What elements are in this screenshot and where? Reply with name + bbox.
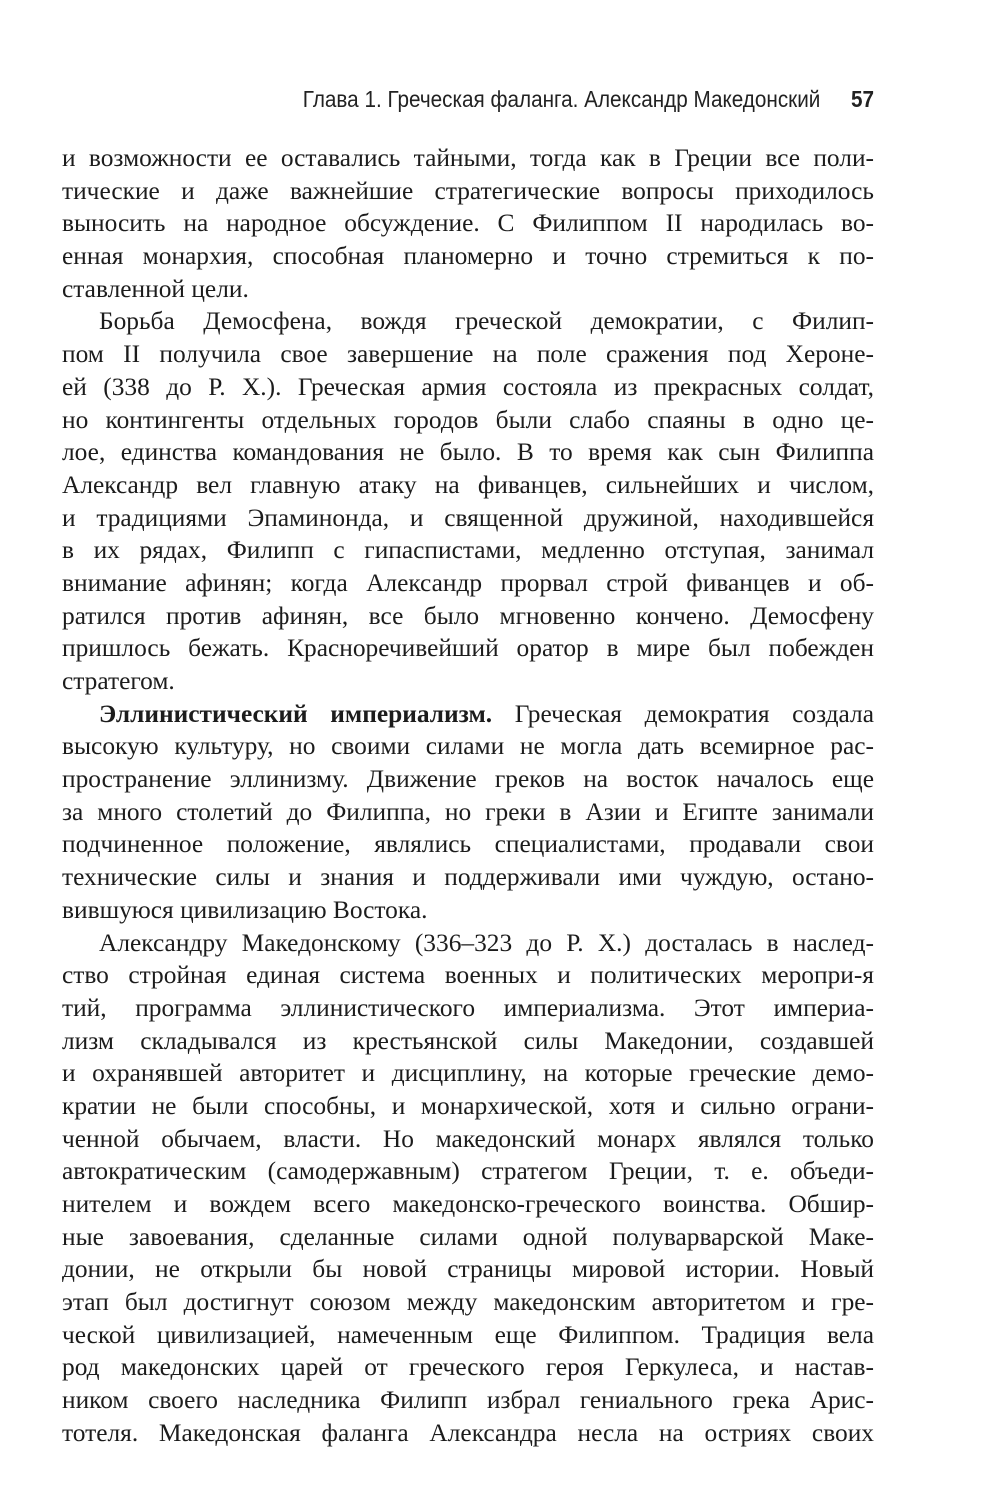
text-line: высокую культуру, но своими силами не могла дать всемирное рас-: [62, 732, 874, 761]
page-number: 57: [850, 85, 874, 112]
text-line: ные завоевания, сделанные силами одной полуварварской Маке-: [62, 1222, 874, 1251]
text-line: и охранявшей авторитет и дисциплину, на которые греческие демо-: [62, 1059, 874, 1088]
body-text: [62, 142, 874, 1450]
text-line: вившуюся цивилизацию Востока.: [62, 895, 428, 924]
text-line: пришлось бежать. Красноречивейший оратор в мире был побежден: [62, 634, 874, 663]
text-line: ство стройная единая система военных и политических меропри-я: [62, 961, 874, 990]
text-line: этап был достигнут союзом между македонским авторитетом и гре-: [62, 1288, 874, 1317]
text-line: донии, не открыли бы новой страницы мировой истории. Новый: [62, 1255, 874, 1284]
text-line: и традициями Эпаминонда, и священной дружиной, находившейся: [62, 503, 874, 532]
text-line: Александр вел главную атаку на фиванцев, сильнейших и числом,: [62, 470, 874, 499]
text-line: пом II получила свое завершение на поле сражения под Херонe-: [62, 340, 874, 369]
text-line: ченной обычаем, власти. Но македонский монарх являлся только: [62, 1124, 874, 1153]
text-line: [62, 698, 874, 731]
text-line: тотеля. Македонская фаланга Александра несла на остриях своих: [62, 1418, 874, 1447]
text-line: пространение эллинизму. Движение греков на восток началось еще: [62, 765, 874, 794]
text-run: Греческая демократия создала: [492, 699, 874, 728]
text-line: технические силы и знания и поддерживали ими чуждую, остано-: [62, 863, 874, 892]
text-line: тические и даже важнейшие стратегические вопросы приходилось: [62, 176, 874, 205]
text-line: нителем и вождем всего македонско-греческого воинства. Обшир-: [62, 1190, 874, 1218]
text-line: кратии не были способны, и монархической, хотя и сильно ограни-: [62, 1091, 874, 1120]
text-line: внимание афинян; когда Александр прорвал строй фиванцев и об-: [62, 568, 874, 597]
text-line: ратился против афинян, все было мгновенно кончено. Демосфену: [62, 601, 874, 630]
text-line: автократическим (самодержавным) стратегом Греции, т. е. объеди-: [62, 1157, 874, 1186]
text-line: тий, программа эллинистического империализма. Этот империа-: [62, 993, 874, 1022]
text-line: выносить на народное обсуждение. С Филиппом II народилась во-: [62, 209, 874, 238]
text-line: лое, единства командования не было. В то время как сын Филиппа: [62, 438, 874, 467]
text-line: енная монархия, способная планомерно и точно стремиться к по-: [62, 242, 874, 271]
running-header: [302, 81, 874, 117]
text-line: за много столетий до Филиппа, но греки в Азии и Египте занимали: [62, 797, 874, 826]
text-line: Борьба Демосфена, вождя греческой демократии, с Филип-: [99, 307, 874, 336]
text-line: и возможности ее оставались тайными, тогда как в Греции все поли-: [62, 144, 874, 172]
text-line: ставленной цели.: [62, 274, 249, 303]
text-line: в их рядах, Филипп с гипаспистами, медленно отступая, занимал: [62, 536, 874, 565]
text-line: но контингенты отдельных городов были слабо спаяны в одно це-: [62, 405, 874, 434]
text-line: подчиненное положение, являлись специалистами, продавали свои: [62, 830, 874, 859]
text-line: род македонских царей от греческого героя Геркулеса, и настав-: [62, 1353, 874, 1382]
text-line: стратегом.: [62, 667, 175, 695]
text-line: ей (338 до Р. Х.). Греческая армия состояла из прекрасных солдат,: [62, 372, 874, 401]
section-run-in-heading: Эллинистический империализм.: [99, 699, 493, 728]
text-line: ником своего наследника Филипп избрал гениального грека Арис-: [62, 1386, 874, 1415]
text-line: ческой цивилизацией, намеченным еще Филиппом. Традиция вела: [62, 1320, 874, 1349]
text-line: лизм складывался из крестьянской силы Македонии, создавшей: [62, 1026, 874, 1055]
text-line: Александру Македонскому (336–323 до Р. Х.) досталась в наслед-: [99, 928, 874, 957]
chapter-title: Глава 1. Греческая фаланга. Александр Македонский: [302, 85, 821, 112]
